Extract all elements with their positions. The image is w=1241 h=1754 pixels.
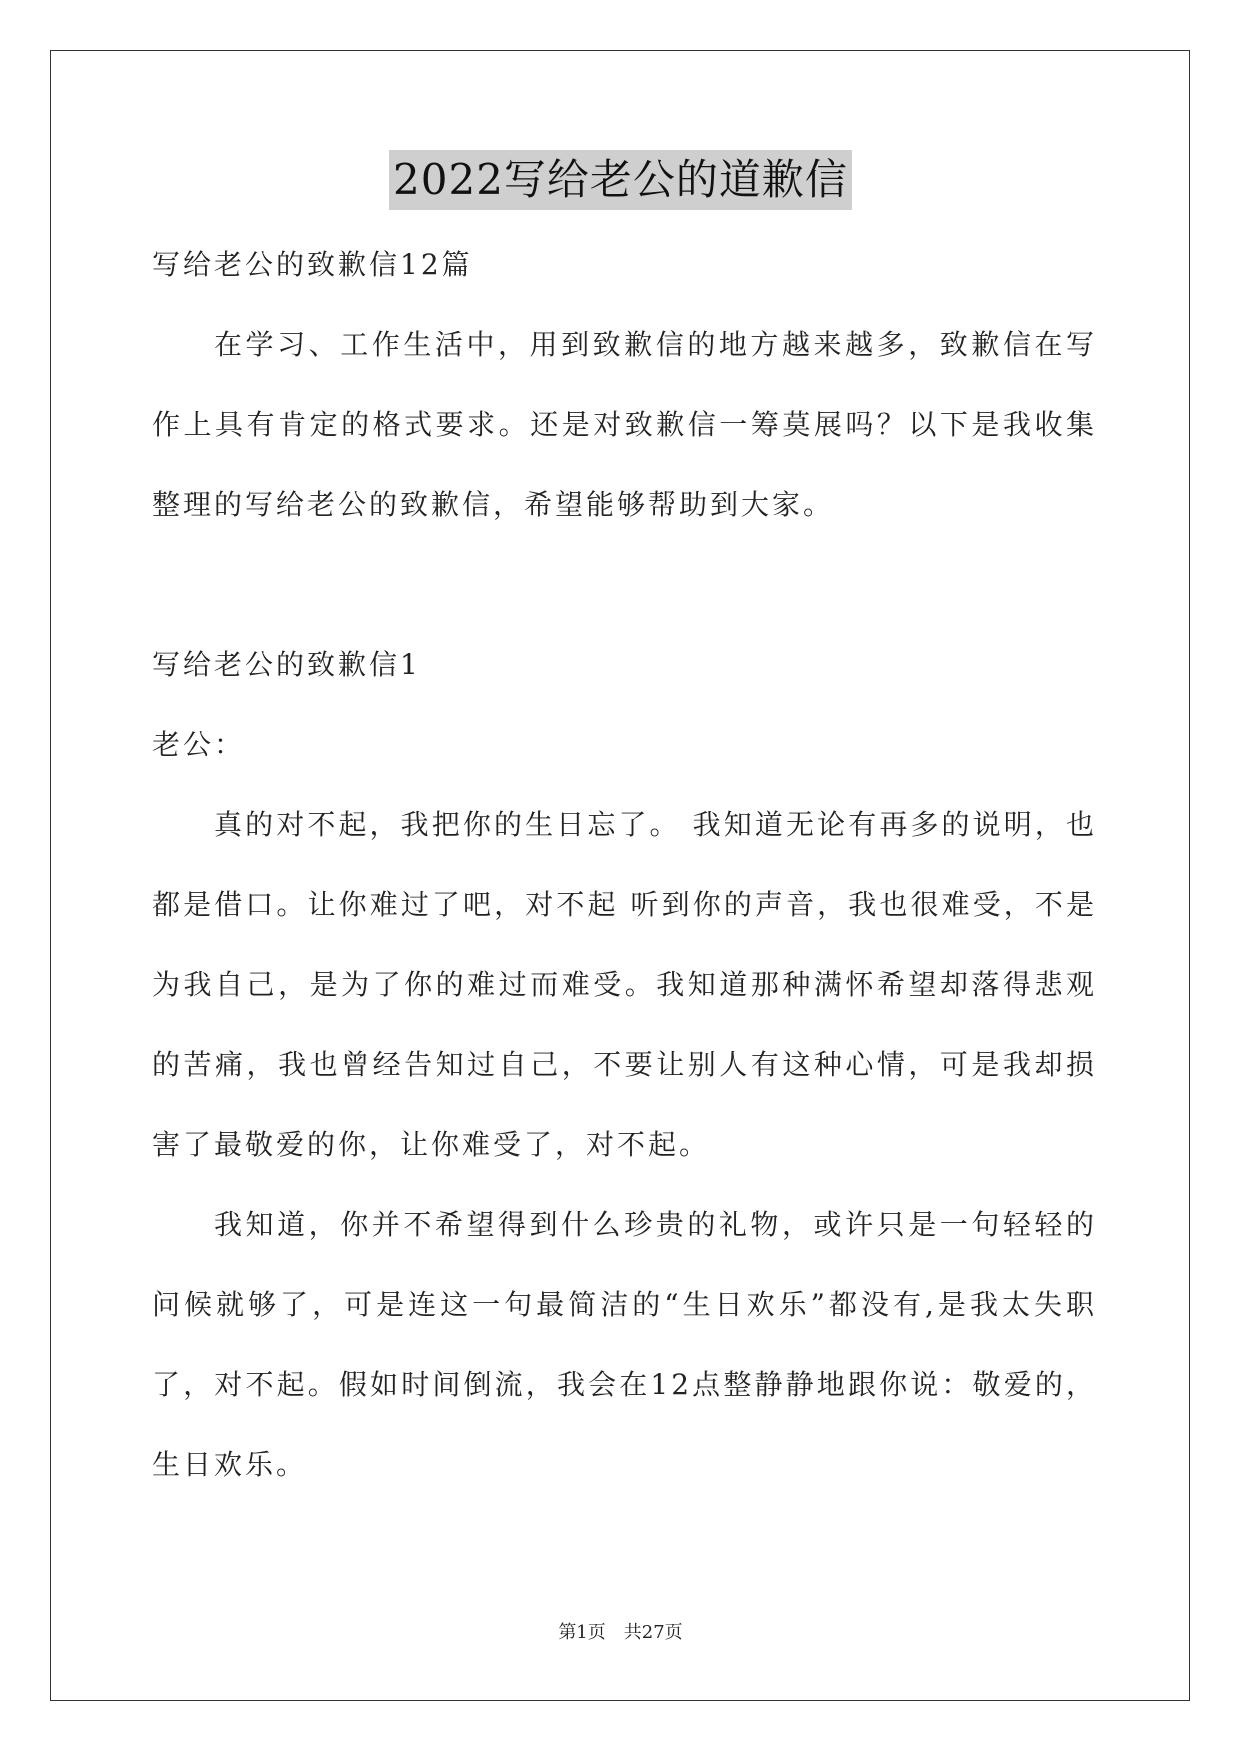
paragraph-line: 都是借口。让你难过了吧，对不起 听到你的声音，我也很难受，不是	[152, 888, 1097, 921]
paragraph-line: 为我自己，是为了你的难过而难受。我知道那种满怀希望却落得悲观	[152, 968, 1097, 1001]
paragraph-line: 的苦痛，我也曾经告知过自己，不要让别人有这种心情，可是我却损	[152, 1048, 1097, 1081]
document-title: 2022写给老公的道歉信	[389, 150, 852, 210]
section-heading: 写给老公的致歉信1	[152, 648, 421, 681]
title-container	[0, 150, 1241, 210]
document-body	[152, 225, 1097, 1505]
intro-line: 在学习、工作生活中，用到致歉信的地方越来越多，致歉信在写	[214, 328, 1097, 361]
page-number: 第1页 共27页	[558, 1622, 683, 1643]
intro-line: 作上具有肯定的格式要求。还是对致歉信一筹莫展吗？以下是我收集	[152, 408, 1097, 441]
paragraph-line: 生日欢乐。	[152, 1448, 308, 1481]
paragraph-line: 问候就够了，可是连这一句最简洁的“生日欢乐”都没有,是我太失职	[152, 1288, 1097, 1321]
paragraph-line: 我知道，你并不希望得到什么珍贵的礼物，或许只是一句轻轻的	[214, 1208, 1097, 1241]
blank-line	[152, 545, 1097, 625]
salutation: 老公：	[152, 728, 246, 761]
paragraph-line: 了，对不起。假如时间倒流，我会在12点整静静地跟你说：敬爱的，	[152, 1368, 1097, 1401]
paragraph-line: 害了最敬爱的你，让你难受了，对不起。	[152, 1128, 711, 1161]
subtitle: 写给老公的致歉信12篇	[152, 248, 473, 281]
intro-line: 整理的写给老公的致歉信，希望能够帮助到大家。	[152, 488, 835, 521]
paragraph-line: 真的对不起，我把你的生日忘了。 我知道无论有再多的说明，也	[214, 808, 1097, 841]
